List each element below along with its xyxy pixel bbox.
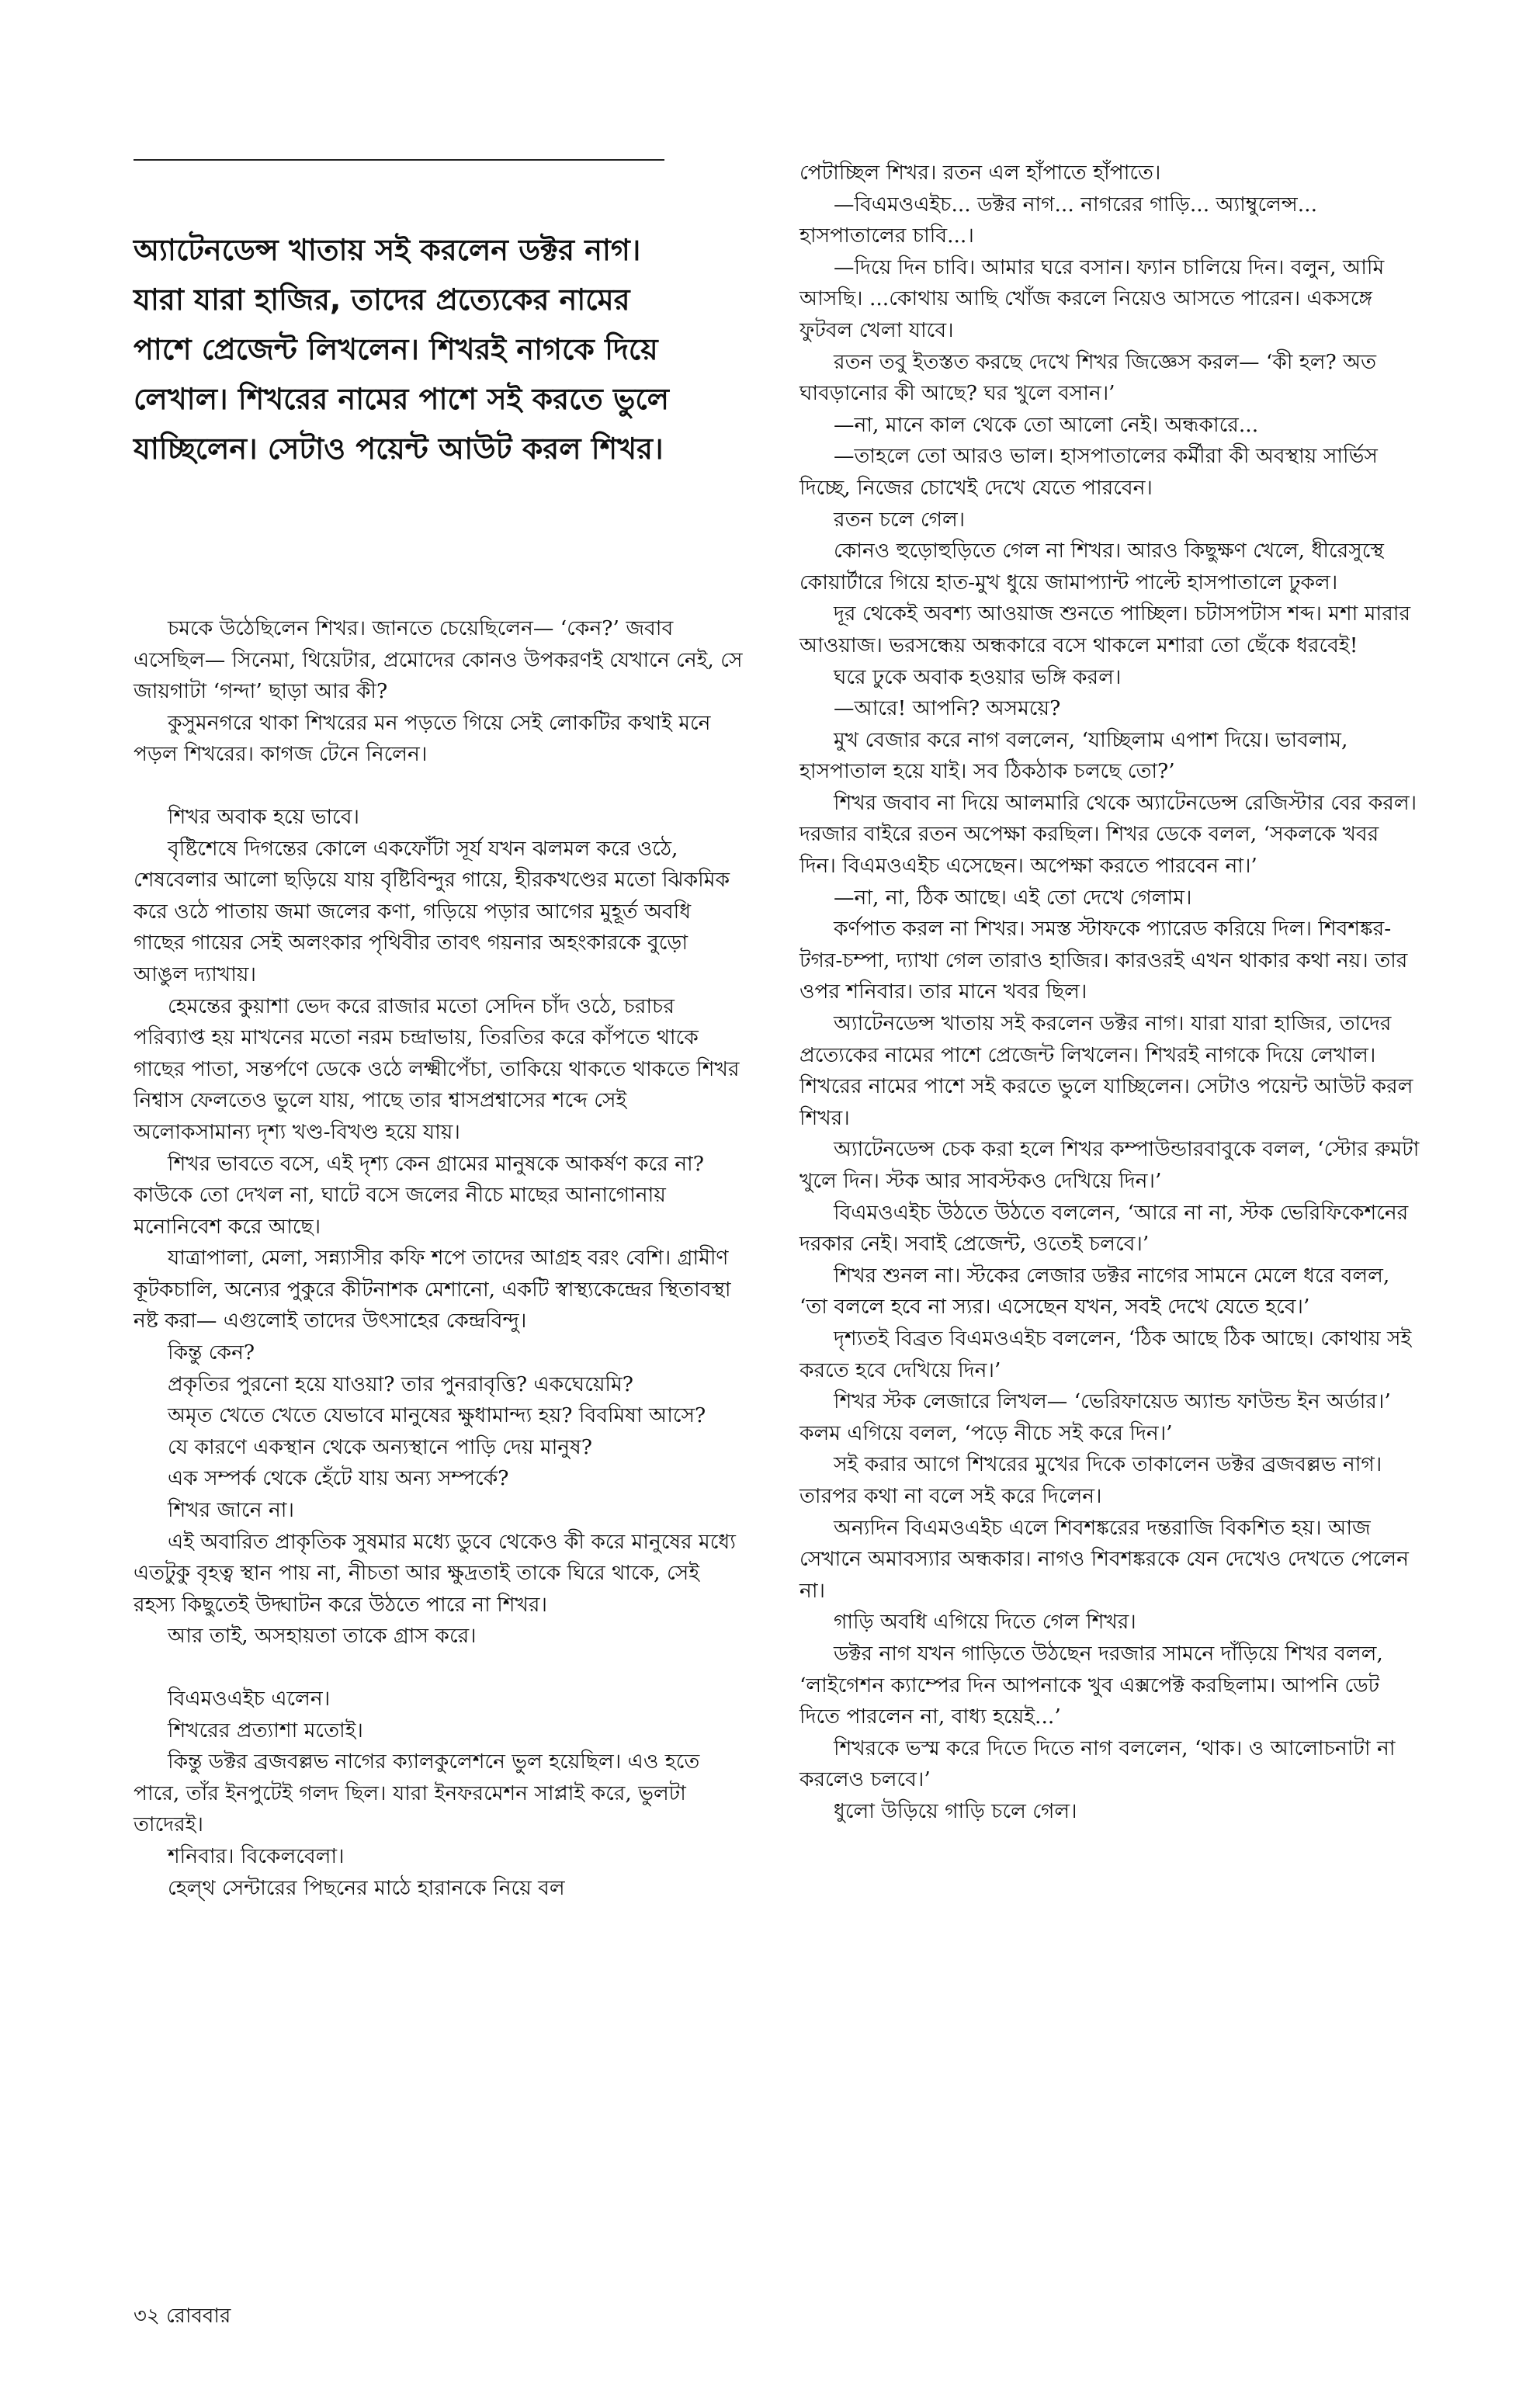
- pull-quote: অ্যাটেনডেন্স খাতায় সই করলেন ডক্টর নাগ। যারা যারা হাজির, তাদের প্রত্যেকের নামের পাশে প্রেজেন্ট লিখলেন। শিখরই নাগকে দিয়ে লেখাল। শিখরের নামের পাশে সই করতে ভুলে যাচ্ছিলেন। সেটাও পয়েন্ট আউট করল শিখর।: [134, 233, 669, 466]
- paragraph: এই অবারিত প্রাকৃতিক সুষমার মধ্যে ডুবে থেকেও কী করে মানুষের মধ্যে এতটুকু বৃহত্ব স্থান পায় না, নীচতা আর ক্ষুদ্রতাই তাকে ঘিরে থাকে, সেই রহস্য কিছুতেই উদ্ঘাটন করে উঠতে পারে না শিখর।: [134, 1529, 736, 1617]
- page-footer: ৩২ রোববার: [134, 2305, 231, 2328]
- paragraph: —তাহলে তো আরও ভাল। হাসপাতালের কর্মীরা কী অবস্থায় সার্ভিস দিচ্ছে, নিজের চোখেই দেখে যেতে পারবেন।: [799, 444, 1378, 500]
- paragraph: গাড়ি অবধি এগিয়ে দিতে গেল শিখর।: [834, 1610, 1136, 1635]
- paragraph: ধুলো উড়িয়ে গাড়ি চলে গেল।: [834, 1798, 1077, 1823]
- paragraph: শিখর জবাব না দিয়ে আলমারি থেকে অ্যাটেনডেন্স রেজিস্টার বের করল। দরজার বাইরে রতন অপেক্ষা করছিল। শিখর ডেকে বলল, ‘সকলকে খবর দিন। বিএমওএইচ এসেছেন। অপেক্ষা করতে পারবেন না।’: [799, 790, 1417, 879]
- paragraph: পেটাচ্ছিল শিখর। রতন এল হাঁপাতে হাঁপাতে।: [799, 161, 1161, 185]
- paragraph: বিএমওএইচ উঠতে উঠতে বললেন, ‘আরে না না, স্টক ভেরিফিকেশনের দরকার নেই। সবাই প্রেজেন্ট, ওতেই চলবে।’: [799, 1200, 1409, 1257]
- paragraph: শনিবার। বিকেলবেলা।: [168, 1843, 345, 1868]
- paragraph: শিখরের প্রত্যাশা মতোই।: [168, 1718, 363, 1743]
- paragraph: শিখর স্টক লেজারে লিখল— ‘ভেরিফায়েড অ্যান্ড ফাউন্ড ইন অর্ডার।’ কলম এগিয়ে বলল, ‘পড়ে নীচে সই করে দিন।’: [799, 1389, 1391, 1445]
- paragraph: কুসুমনগরে থাকা শিখরের মন পড়তে গিয়ে সেই লোকটির কথাই মনে পড়ল শিখরের। কাগজ টেনে নিলেন।: [134, 710, 711, 767]
- paragraph: যাত্রাপালা, মেলা, সন্ন্যাসীর কফি শপে তাদের আগ্রহ বরং বেশি। গ্রামীণ কূটকচালি, অন্যের পুকুরে কীটনাশক মেশানো, একটি স্বাস্থ্যকেন্দ্রের স্থিতাবস্থা নষ্ট করা— এগুলোই তাদের উৎসাহের কেন্দ্রবিন্দু।: [134, 1246, 731, 1333]
- paragraph: হেল্‌থ সেন্টারের পিছনের মাঠে হারানকে নিয়ে বল: [168, 1875, 565, 1900]
- paragraph: কোনও হুড়োহুড়িতে গেল না শিখর। আরও কিছুক্ষণ খেলে, ধীরেসুস্থে কোয়ার্টারে গিয়ে হাত-মুখ ধুয়ে জামাপ্যান্ট পাল্টে হাসপাতালে ঢুকল।: [799, 539, 1384, 595]
- right-column: [799, 158, 1420, 1827]
- paragraph: ঘরে ঢুকে অবাক হওয়ার ভঙ্গি করল।: [834, 664, 1122, 689]
- paragraph: অ্যাটেনডেন্স চেক করা হলে শিখর কম্পাউন্ডারবাবুকে বলল, ‘স্টোর রুমটা খুলে দিন। স্টক আর সাবস্টকও দেখিয়ে দিন।’: [799, 1137, 1420, 1193]
- paragraph: —দিয়ে দিন চাবি। আমার ঘরে বসান। ফ্যান চালিয়ে দিন। বলুন, আমি আসছি। ...কোথায় আছি খোঁজ করলে নিয়েও আসতে পারেন। একসঙ্গে ফুটবল খেলা যাবে।: [799, 255, 1385, 342]
- paragraph: ডক্টর নাগ যখন গাড়িতে উঠছেন দরজার সামনে দাঁড়িয়ে শিখর বলল, ‘লাইগেশন ক্যাম্পের দিন আপনাকে খুব এক্সপেক্ট করছিলাম। আপনি ডেট দিতে পারলেন না, বাধ্য হয়েই...’: [799, 1641, 1383, 1729]
- paragraph: শিখরকে ভস্ম করে দিতে দিতে নাগ বললেন, ‘থাক। ও আলোচনাটা না করলেও চলবে।’: [799, 1736, 1396, 1792]
- paragraph: অন্যদিন বিএমওএইচ এলে শিবশঙ্করের দন্তরাজি বিকশিত হয়। আজ সেখানে অমাবস্যার অন্ধকার। নাগও শিবশঙ্করকে যেন দেখেও দেখতে পেলেন না।: [799, 1515, 1409, 1603]
- paragraph: এক সম্পর্ক থেকে হেঁটে যায় অন্য সম্পর্কে?: [168, 1466, 509, 1491]
- paragraph: শিখর অবাক হয়ে ভাবে।: [168, 804, 359, 829]
- paragraph: কিন্তু কেন?: [168, 1340, 255, 1365]
- paragraph: —বিএমওএইচ... ডক্টর নাগ... নাগরের গাড়ি... অ্যাম্বুলেন্স... হাসপাতালের চাবি...।: [799, 192, 1317, 248]
- paragraph: আর তাই, অসহায়তা তাকে গ্রাস করে।: [168, 1624, 477, 1649]
- paragraph: শিখর শুনল না। স্টকের লেজার ডক্টর নাগের সামনে মেলে ধরে বলল, ‘তা বললে হবে না স্যর। এসেছেন যখন, সবই দেখে যেতে হবে।’: [799, 1263, 1390, 1320]
- paragraph: প্রকৃতির পুরনো হয়ে যাওয়া? তার পুনরাবৃত্তি? একঘেয়েমি?: [168, 1372, 633, 1396]
- paragraph: —আরে! আপনি? অসময়ে?: [834, 696, 1061, 721]
- paragraph: শিখর জানে না।: [168, 1498, 294, 1523]
- paragraph: শিখর ভাবতে বসে, এই দৃশ্য কেন গ্রামের মানুষকে আকর্ষণ করে না? কাউকে তো দেখল না, ঘাটে বসে জলের নীচে মাছের আনাগোনায় মনোনিবেশ করে আছে।: [134, 1151, 704, 1239]
- paragraph: দৃশ্যতই বিব্রত বিএমওএইচ বললেন, ‘ঠিক আছে ঠিক আছে। কোথায় সই করতে হবে দেখিয়ে দিন।’: [799, 1326, 1412, 1382]
- paragraph: দূর থেকেই অবশ্য আওয়াজ শুনতে পাচ্ছিল। চটাসপটাস শব্দ। মশা মারার আওয়াজ। ভরসন্ধেয় অন্ধকারে বসে থাকলে মশারা তো ছেঁকে ধরবেই!: [799, 602, 1411, 657]
- paragraph: চমকে উঠেছিলেন শিখর। জানতে চেয়েছিলেন— ‘কেন?’ জবাব এসেছিল— সিনেমা, থিয়েটার, প্রমোদের কোনও উপকরণই যেখানে নেই, সে জায়গাটা ‘গন্দা’ ছাড়া আর কী?: [134, 616, 743, 704]
- paragraph: —না, মানে কাল থেকে তো আলো নেই। অন্ধকারে...: [834, 412, 1259, 437]
- paragraph: হেমন্তের কুয়াশা ভেদ করে রাজার মতো সেদিন চাঁদ ওঠে, চরাচর পরিব্যাপ্ত হয় মাখনের মতো নরম চন্দ্রাভায়, তিরতির করে কাঁপতে থাকে গাছের পাতা, সন্তর্পণে ডেকে ওঠে লক্ষ্মীপেঁচা, তাকিয়ে থাকতে থাকতে শিখর নিশ্বাস ফেলতেও ভুলে যায়, পাছে তার শ্বাসপ্রশ্বাসের শব্দে সেই অলোকসামান্য দৃশ্য খণ্ড-বিখণ্ড হয়ে যায়।: [134, 994, 740, 1144]
- paragraph: রতন চলে গেল।: [834, 507, 966, 532]
- paragraph: যে কারণে একস্থান থেকে অন্যস্থানে পাড়ি দেয় মানুষ?: [168, 1434, 592, 1459]
- paragraph: —না, না, ঠিক আছে। এই তো দেখে গেলাম।: [834, 885, 1192, 910]
- paragraph: মুখ বেজার করে নাগ বললেন, ‘যাচ্ছিলাম এপাশ দিয়ে। ভাবলাম, হাসপাতাল হয়ে যাই। সব ঠিকঠাক চলছে তো?’: [799, 727, 1348, 784]
- paragraph: বৃষ্টিশেষে দিগন্তের কোলে একফোঁটা সূর্য যখন ঝলমল করে ওঠে, শেষবেলার আলো ছড়িয়ে যায় বৃষ্টিবিন্দুর গায়ে, হীরকখণ্ডের মতো ঝিকমিক করে ওঠে পাতায় জমা জলের কণা, গড়িয়ে পড়ার আগের মুহূর্ত অবধি গাছের গায়ের সেই অলংকার পৃথিবীর তাবৎ গয়নার অহংকারকে বুড়ো আঙুল দ্যাখায়।: [134, 836, 730, 987]
- paragraph: অমৃত খেতে খেতে যেভাবে মানুষের ক্ষুধামান্দ্য হয়? বিবমিষা আসে?: [168, 1403, 706, 1428]
- left-column: [134, 613, 745, 1904]
- paragraph: সই করার আগে শিখরের মুখের দিকে তাকালেন ডক্টর ব্রজবল্লভ নাগ। তারপর কথা না বলে সই করে দিলেন।: [799, 1452, 1382, 1508]
- paragraph: কিন্তু ডক্টর ব্রজবল্লভ নাগের ক্যালকুলেশনে ভুল হয়েছিল। এও হতে পারে, তাঁর ইনপুটেই গলদ ছিল। যারা ইনফরমেশন সাপ্লাই করে, ভুলটা তাদেরই।: [134, 1750, 700, 1837]
- top-rule: [134, 159, 664, 161]
- paragraph: রতন তবু ইতস্তত করছে দেখে শিখর জিজ্ঞেস করল— ‘কী হল? অত ঘাবড়ানোর কী আছে? ঘর খুলে বসান।’: [799, 349, 1376, 406]
- paragraph: অ্যাটেনডেন্স খাতায় সই করলেন ডক্টর নাগ। যারা যারা হাজির, তাদের প্রত্যেকের নামের পাশে প্রেজেন্ট লিখলেন। শিখরই নাগকে দিয়ে লেখাল। শিখরের নামের পাশে সই করতে ভুলে যাচ্ছিলেন। সেটাও পয়েন্ট আউট করল শিখর।: [799, 1011, 1413, 1130]
- paragraph: বিএমওএইচ এলেন।: [168, 1687, 331, 1711]
- paragraph: কর্ণপাত করল না শিখর। সমস্ত স্টাফকে প্যারেড করিয়ে দিল। শিবশঙ্কর-টগর-চম্পা, দ্যাখা গেল তারাও হাজির। কারওরই এখন থাকার কথা নয়। তার ওপর শনিবার। তার মানে খবর ছিল।: [799, 917, 1408, 1004]
